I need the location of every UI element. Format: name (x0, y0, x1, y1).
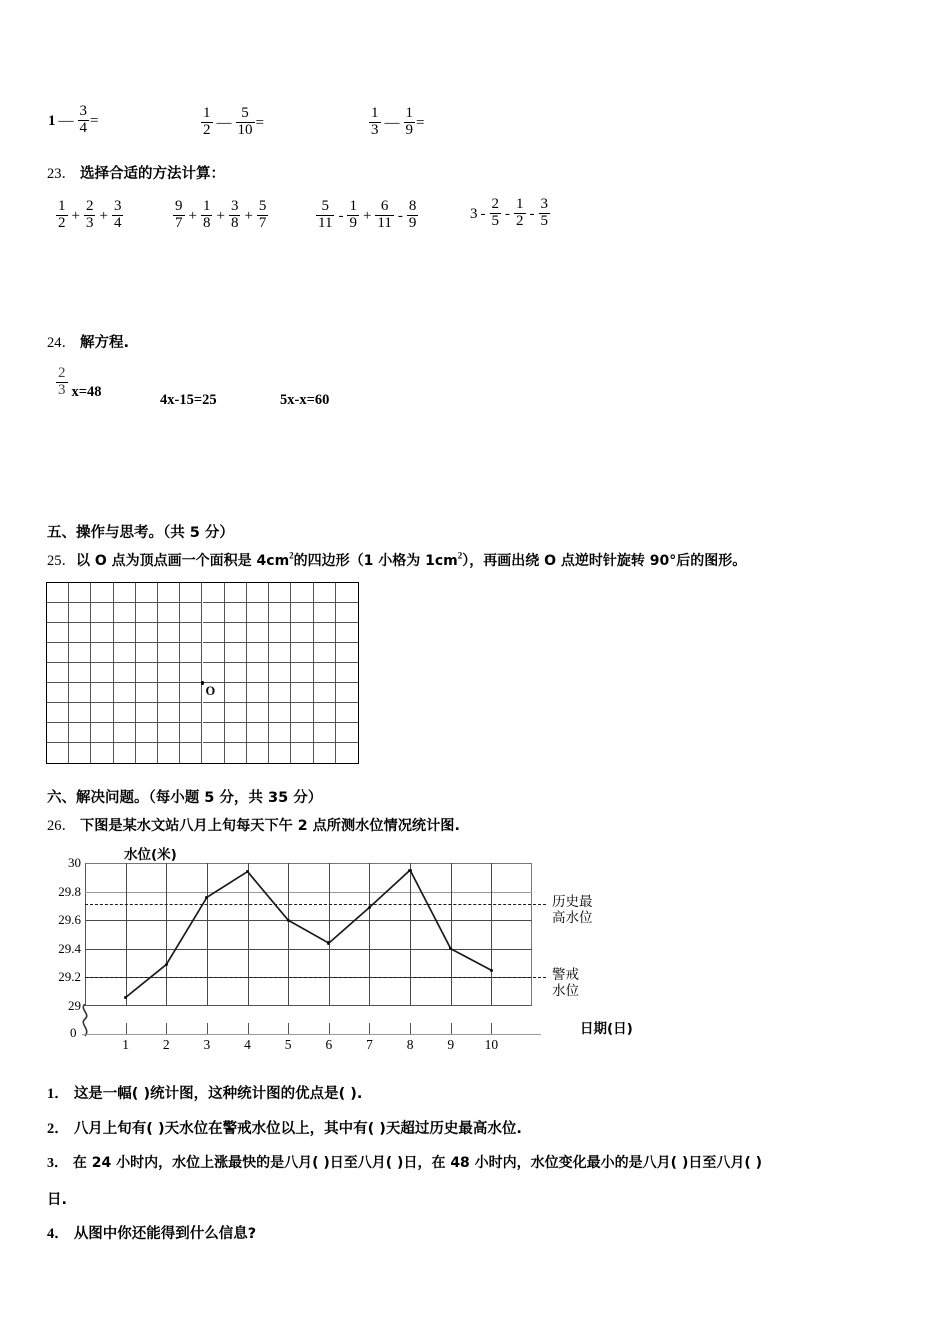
grid-cell (291, 723, 313, 743)
grid-cell (69, 643, 91, 663)
operator: - (338, 207, 344, 224)
sub-question-text: 在 24 小时内，水位上涨最快的是八月( )日至八月( )日，在 48 小时内，水位变化最小的是八月( )日至八月( ) (72, 1155, 763, 1171)
x-axis-tick-label: 5 (284, 1037, 292, 1052)
grid-cell (247, 583, 269, 603)
fraction: $\frac{1}{2}$ (58, 198, 66, 231)
grid-cell (314, 703, 336, 723)
chart-gridline-vertical (166, 863, 167, 1006)
grid-cell (314, 643, 336, 663)
grid-cell (91, 743, 113, 763)
x-axis-tick (166, 1023, 167, 1034)
grid-cell (69, 743, 91, 763)
y-axis-title: 水位(米) (124, 847, 177, 863)
sub-question-index: 4． (47, 1226, 69, 1242)
operator: - (505, 205, 510, 222)
grid-cell (291, 603, 313, 623)
chart-plot-area (85, 863, 532, 1006)
q25-text-c: ），再画出绕 O 点逆时针旋转 90°后的图形。 (462, 553, 747, 569)
chart-gridline-vertical (451, 863, 452, 1006)
grid-cell (314, 623, 336, 643)
grid-cell (247, 643, 269, 663)
section-five-heading: 五、操作与思考。（共 5 分） (47, 525, 234, 541)
fraction: $\frac{3}{8}$ (230, 198, 239, 231)
grid-cell (225, 723, 247, 743)
grid-cell (314, 583, 336, 603)
grid-cell (269, 743, 291, 763)
fraction: $\frac{1}{9}$ (349, 198, 357, 231)
operator: - (397, 207, 403, 224)
grid-cell (114, 743, 136, 763)
chart-data-point (408, 869, 411, 872)
grid-cell (225, 603, 247, 623)
chart-data-point (287, 919, 290, 922)
question-number: 25． (47, 553, 76, 569)
exercise-22-item-3 (368, 105, 424, 140)
x-axis-tick-label: 8 (406, 1037, 414, 1052)
grid-cell (269, 663, 291, 683)
grid-cell (247, 723, 269, 743)
question-number: 26． (47, 818, 76, 834)
operator: - (480, 205, 486, 222)
grid-cell (114, 723, 136, 743)
q23-expression-4 (470, 198, 551, 231)
question-title: 选择合适的方法计算： (80, 166, 225, 182)
grid-cell (47, 683, 69, 703)
grid-cell (225, 663, 247, 683)
grid-cell (114, 623, 136, 643)
grid-cell (180, 623, 202, 643)
grid-cell (269, 603, 291, 623)
chart-gridline-vertical (369, 863, 370, 1006)
chart-gridline-horizontal (85, 949, 532, 950)
grid-cell (158, 583, 180, 603)
grid-cell (136, 743, 158, 763)
y-axis-tick-label: 29.2 (58, 969, 81, 985)
operator: — (216, 114, 232, 131)
grid-cell (314, 743, 336, 763)
grid-cell (203, 583, 225, 603)
x-axis-tick-label: 2 (162, 1037, 170, 1052)
grid-cell (69, 623, 91, 643)
chart-data-point (368, 906, 371, 909)
grid-cell (314, 663, 336, 683)
grid-cell (180, 603, 202, 623)
sub-question-4 (47, 1222, 256, 1243)
x-axis-baseline (82, 1034, 541, 1035)
fraction: $\frac{2}{5}$ (491, 196, 499, 229)
grid-cell (269, 623, 291, 643)
grid-cell (203, 703, 225, 723)
operator: + (99, 207, 108, 224)
grid-cell (158, 623, 180, 643)
equals-sign: = (255, 114, 264, 131)
grid-cell (291, 683, 313, 703)
grid-cell (269, 683, 291, 703)
x-axis-tick-label: 4 (244, 1037, 251, 1052)
grid-cell (314, 683, 336, 703)
fraction: $\frac{1}{2}$ (203, 105, 211, 138)
fraction: $\frac{5}{7}$ (258, 198, 267, 231)
fraction: $\frac{3}{4}$ (113, 198, 122, 231)
sub-question-text: 八月上旬有( )天水位在警戒水位以上，其中有( )天超过历史最高水位. (73, 1121, 522, 1137)
grid-cell (203, 603, 225, 623)
grid-cell (47, 703, 69, 723)
grid-cell (291, 663, 313, 683)
chart-gridline-vertical (329, 863, 330, 1006)
origin-point (201, 681, 204, 684)
grid-cell (247, 743, 269, 763)
chart-data-point (490, 969, 493, 972)
grid-cell (269, 643, 291, 663)
fraction: $\frac{2}{3}$ (85, 198, 94, 231)
sub-question-text: 从图中你还能得到什么信息? (73, 1226, 257, 1242)
grid-cell (47, 623, 69, 643)
grid-cell (158, 603, 180, 623)
fraction: $\frac{1}{3}$ (371, 105, 379, 138)
grid-cell (269, 583, 291, 603)
chart-gridline-vertical (126, 863, 127, 1006)
grid-cell (336, 683, 358, 703)
grid-cell (114, 703, 136, 723)
grid-cell (203, 623, 225, 643)
grid-cell (291, 623, 313, 643)
x-axis-tick (207, 1023, 208, 1034)
question-number: 24． (47, 335, 76, 351)
axis-break-squiggle (78, 1004, 92, 1038)
grid-cell (136, 623, 158, 643)
reference-label-warning (552, 968, 579, 1000)
grid-cell (91, 723, 113, 743)
grid-cell (91, 623, 113, 643)
grid-cell (47, 643, 69, 663)
grid-cell (114, 603, 136, 623)
grid-cell (158, 683, 180, 703)
grid-cell (291, 643, 313, 663)
x-axis-tick-label: 10 (484, 1037, 499, 1052)
exercise-22-item-1 (48, 105, 98, 138)
sub-question-1 (47, 1082, 362, 1103)
operator: — (58, 112, 74, 129)
origin-label: O (205, 684, 216, 698)
grid-cell (291, 743, 313, 763)
grid-cell (203, 723, 225, 743)
grid-cell (291, 583, 313, 603)
x-axis-tick (451, 1023, 452, 1034)
operator: + (244, 207, 253, 224)
y-axis-zero-label: 0 (70, 1025, 77, 1040)
grid-cell (180, 683, 202, 703)
y-axis-tick-label: 29.6 (58, 912, 81, 928)
q25-superscript-b: 2 (457, 550, 463, 561)
graph-paper-grid[interactable] (46, 582, 359, 764)
grid-cell (247, 603, 269, 623)
grid-cell (47, 723, 69, 743)
chart-data-point (165, 963, 168, 966)
leading-number: 3 (470, 205, 478, 222)
sub-question-index: 2． (47, 1121, 69, 1137)
x-axis-tick-label: 6 (325, 1037, 333, 1052)
question-24-header (47, 331, 129, 352)
grid-cell (136, 663, 158, 683)
q23-expression-2 (172, 198, 269, 233)
grid-cell (203, 663, 225, 683)
x-axis-tick (369, 1023, 370, 1034)
grid-cell (158, 703, 180, 723)
whole-number: 1 (48, 112, 56, 129)
operator: — (384, 114, 400, 131)
grid-cell (180, 723, 202, 743)
x-axis-tick (248, 1023, 249, 1034)
grid-cell (69, 703, 91, 723)
operator: + (362, 207, 372, 224)
grid-cell (69, 683, 91, 703)
x-axis-title: 日期(日) (580, 1021, 633, 1037)
operator: - (529, 205, 535, 222)
grid-cell (225, 623, 247, 643)
exercise-22-item-2 (200, 105, 264, 140)
grid-cell (47, 603, 69, 623)
grid-cell (69, 583, 91, 603)
chart-gridline-vertical (410, 863, 411, 1006)
q24-equation-1 (55, 365, 102, 400)
x-axis-tick (491, 1023, 492, 1034)
x-axis-tick (329, 1023, 330, 1034)
grid-cell (158, 663, 180, 683)
sub-question-3 (47, 1152, 762, 1172)
operator: + (188, 207, 197, 224)
x-axis-tick (288, 1023, 289, 1034)
grid-cell (225, 643, 247, 663)
grid-cell (114, 583, 136, 603)
grid-cell (69, 723, 91, 743)
sub-question-index: 1． (47, 1086, 69, 1102)
grid-cell (180, 703, 202, 723)
grid-cell (136, 603, 158, 623)
y-axis-tick-label: 29 (68, 998, 81, 1013)
sub-question-text: 这是一幅( )统计图，这种统计图的优点是( ). (73, 1086, 363, 1102)
fraction: $\frac{8}{9}$ (408, 198, 417, 231)
section-six-heading: 六、解决问题。（每小题 5 分，共 35 分） (47, 790, 323, 806)
grid-cell (136, 683, 158, 703)
fraction: $\frac{6}{11}$ (377, 198, 392, 231)
x-axis-tick-label: 9 (447, 1037, 455, 1052)
water-level-line-chart (52, 845, 652, 1050)
fraction: $\frac{3}{5}$ (540, 196, 548, 229)
grid-cell (180, 643, 202, 663)
grid-cell (336, 743, 358, 763)
y-axis-tick-label: 30 (68, 855, 81, 870)
grid-cell (91, 683, 113, 703)
grid-cell (203, 643, 225, 663)
chart-gridline-horizontal (85, 892, 532, 893)
fraction: $\frac{9}{7}$ (175, 198, 183, 231)
chart-gridline-horizontal (85, 920, 532, 921)
sub-question-index: 3． (47, 1156, 68, 1171)
grid-cell (269, 723, 291, 743)
operator: + (71, 207, 80, 224)
operator: + (216, 207, 225, 224)
grid-cell (225, 743, 247, 763)
q25-text-a: 以 O 点为顶点画一个面积是 4cm (76, 553, 290, 569)
fraction: $\frac{5}{10}$ (237, 105, 253, 138)
fraction: $\frac{2}{3}$ (58, 365, 66, 398)
grid-cell (291, 703, 313, 723)
grid-cell (158, 723, 180, 743)
equation-rest: x=48 (71, 383, 102, 400)
fraction: $\frac{3}{4}$ (79, 103, 87, 136)
grid-cell (136, 703, 158, 723)
grid-cell (180, 583, 202, 603)
grid-cell (136, 723, 158, 743)
label-line-1: 警戒 (552, 967, 579, 984)
x-axis-tick-label: 1 (122, 1037, 129, 1052)
grid-cell (91, 643, 113, 663)
fraction: $\frac{1}{9}$ (405, 105, 413, 138)
grid-cell (269, 703, 291, 723)
grid-cell (336, 663, 358, 683)
grid-cell (336, 623, 358, 643)
grid-cell (225, 703, 247, 723)
grid-cell (336, 603, 358, 623)
grid-cell (247, 663, 269, 683)
grid-cell (136, 643, 158, 663)
reference-line-warning (85, 977, 546, 978)
chart-gridline-vertical (207, 863, 208, 1006)
q25-superscript-a: 2 (289, 550, 294, 561)
q25-text-b: 的四边形（1 小格为 1cm (293, 553, 458, 569)
grid-cell (91, 663, 113, 683)
sub-question-3-continued: 日. (47, 1192, 68, 1208)
equals-sign: = (90, 112, 99, 129)
grid-cell (336, 583, 358, 603)
q24-equation-2: 4x-15=25 (160, 392, 217, 408)
grid-cell (225, 583, 247, 603)
x-axis-tick (410, 1023, 411, 1034)
grid-cell (314, 723, 336, 743)
x-axis-tick (126, 1023, 127, 1034)
label-line-2: 水位 (552, 983, 579, 1000)
question-25-header (47, 549, 746, 570)
question-title: 解方程. (80, 335, 130, 351)
chart-gridline-vertical (491, 863, 492, 1006)
grid-cell (91, 703, 113, 723)
grid-cell (47, 743, 69, 763)
grid-cell (114, 683, 136, 703)
grid-cell (180, 663, 202, 683)
fraction: $\frac{1}{8}$ (202, 198, 211, 231)
grid-cell (247, 623, 269, 643)
grid-cell (114, 643, 136, 663)
grid-cell (203, 743, 225, 763)
label-line-1: 历史最 (552, 894, 593, 911)
q26-text: 下图是某水文站八月上旬每天下午 2 点所测水位情况统计图. (80, 818, 460, 834)
grid-cell (247, 683, 269, 703)
q24-equation-3: 5x-x=60 (280, 392, 330, 408)
y-axis-tick-label: 29.8 (58, 883, 81, 899)
grid-cell (69, 663, 91, 683)
grid-cell (336, 723, 358, 743)
fraction: $\frac{5}{11}$ (318, 198, 333, 231)
sub-question-2 (47, 1117, 522, 1138)
question-23-header (47, 162, 225, 183)
grid-cell (91, 603, 113, 623)
grid-cell (69, 603, 91, 623)
grid-cell (47, 663, 69, 683)
x-axis-tick-label: 7 (366, 1037, 373, 1052)
grid-cell (114, 663, 136, 683)
grid-cell (158, 643, 180, 663)
reference-label-historic-high (552, 895, 593, 927)
q23-expression-1 (55, 198, 124, 233)
x-axis-tick-label: 3 (203, 1037, 211, 1052)
grid-cell (225, 683, 247, 703)
fraction: $\frac{1}{2}$ (516, 196, 524, 229)
y-axis-tick-label: 29.4 (58, 940, 81, 956)
grid-cell (314, 603, 336, 623)
q23-expression-3 (315, 198, 419, 233)
question-number: 23． (47, 166, 76, 182)
chart-gridline-vertical (288, 863, 289, 1006)
equals-sign: = (416, 114, 425, 131)
reference-line-historic-high (85, 904, 546, 905)
label-line-2: 高水位 (552, 910, 593, 927)
grid-cell (336, 703, 358, 723)
grid-cell (247, 703, 269, 723)
grid-cell (336, 643, 358, 663)
grid-cell (180, 743, 202, 763)
question-26-header (47, 814, 460, 835)
grid-cell (158, 743, 180, 763)
grid-cell (91, 583, 113, 603)
grid-cell (47, 583, 69, 603)
grid-cell (136, 583, 158, 603)
chart-gridline-vertical (248, 863, 249, 1006)
